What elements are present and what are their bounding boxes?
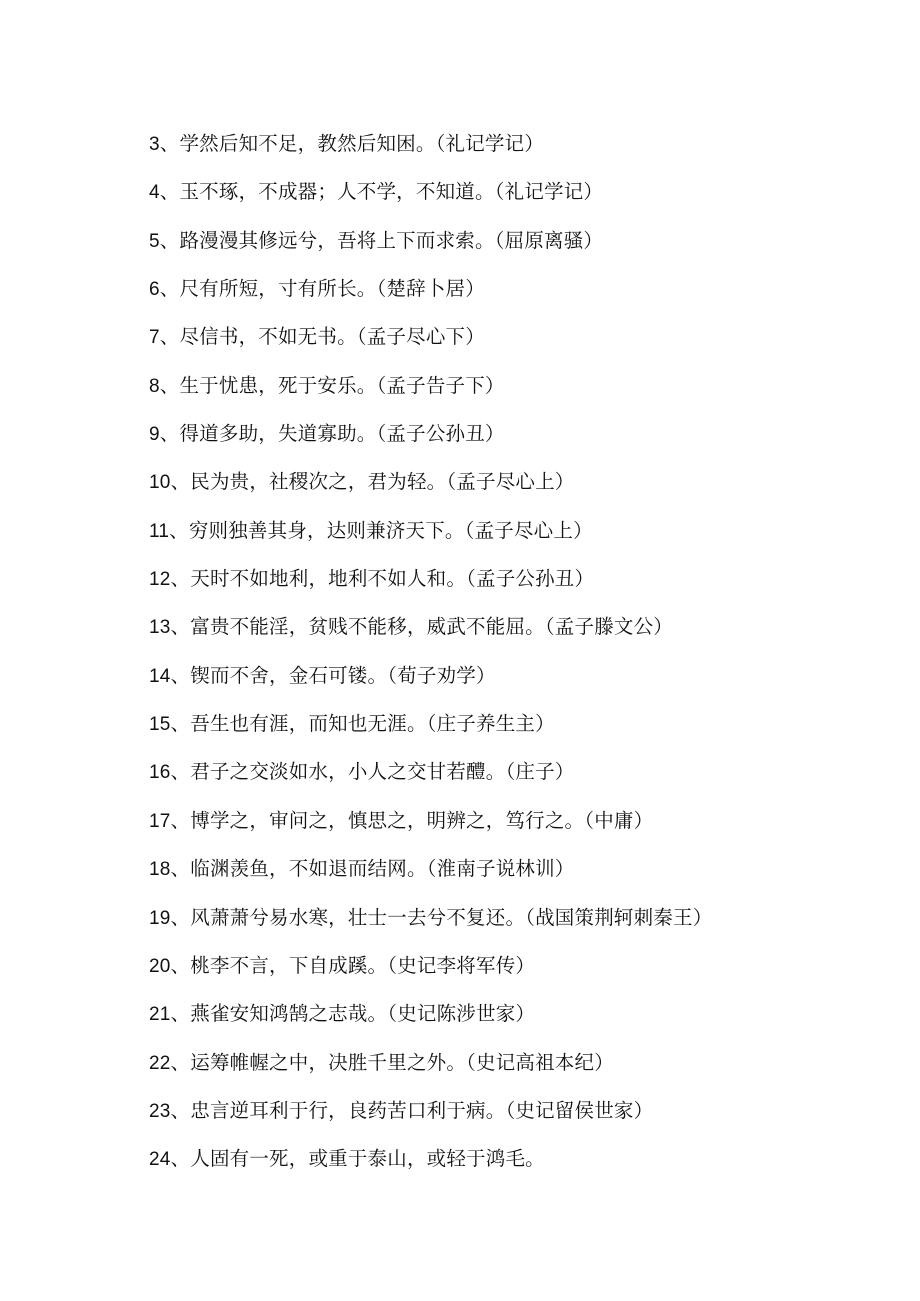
quote-line-15 bbox=[149, 706, 849, 754]
quote-text: 、学然后知不足，教然后知困。（礼记学记） bbox=[159, 132, 545, 155]
quote-number: 14 bbox=[149, 665, 171, 687]
quote-text: 、得道多助，失道寡助。（孟子公孙丑） bbox=[159, 422, 505, 446]
quote-line-17 bbox=[149, 803, 849, 851]
quote-number: 18 bbox=[149, 859, 171, 881]
quote-line-13 bbox=[149, 609, 849, 657]
quote-text: 、君子之交淡如水，小人之交甘若醴。（庄子） bbox=[170, 760, 575, 784]
quote-number: 19 bbox=[149, 907, 171, 929]
quote-line-14 bbox=[149, 658, 849, 706]
quote-number: 11 bbox=[149, 520, 170, 542]
quote-text: 、锲而不舍，金石可镂。（荀子劝学） bbox=[170, 663, 496, 687]
quote-line-11 bbox=[149, 513, 849, 561]
quote-line-19 bbox=[149, 900, 849, 948]
quote-number: 10 bbox=[149, 472, 171, 494]
quote-text: 、富贵不能淫，贫贱不能移，威武不能屈。（孟子滕文公） bbox=[170, 615, 673, 639]
quote-text: 、尺有所短，寸有所长。（楚辞卜居） bbox=[159, 277, 485, 301]
quote-text: 、天时不如地利，地利不如人和。（孟子公孙丑） bbox=[170, 567, 595, 591]
quote-number: 5 bbox=[149, 230, 160, 252]
quote-number: 23 bbox=[149, 1100, 171, 1122]
quote-number: 20 bbox=[149, 955, 171, 977]
quote-text: 、穷则独善其身，达则兼济天下。（孟子尽心上） bbox=[169, 518, 593, 542]
quote-line-10 bbox=[149, 464, 849, 512]
quote-number: 16 bbox=[149, 762, 171, 784]
quote-number: 24 bbox=[149, 1149, 171, 1171]
quote-line-22 bbox=[149, 1045, 849, 1093]
quote-number: 12 bbox=[149, 569, 171, 591]
quote-text: 、燕雀安知鸿鹄之志哉。（史记陈涉世家） bbox=[170, 1002, 536, 1026]
quote-line-18 bbox=[149, 851, 849, 899]
quote-text: 、忠言逆耳利于行，良药苦口利于病。（史记留侯世家） bbox=[170, 1098, 654, 1122]
quote-line-16 bbox=[149, 754, 849, 802]
quote-text: 、风萧萧兮易水寒，壮士一去兮不复还。（战国策荆轲刺秦王） bbox=[170, 905, 713, 929]
quote-number: 15 bbox=[149, 714, 171, 736]
quote-number: 13 bbox=[149, 617, 171, 639]
quote-text: 、生于忧患，死于安乐。（孟子告子下） bbox=[159, 373, 505, 397]
quote-line-4 bbox=[149, 174, 849, 222]
quote-line-9 bbox=[149, 416, 849, 464]
quote-text: 、路漫漫其修远兮，吾将上下而求索。（屈原离骚） bbox=[159, 228, 604, 252]
quote-number: 9 bbox=[149, 424, 160, 446]
quote-number: 7 bbox=[149, 327, 160, 349]
quote-line-12 bbox=[149, 561, 849, 609]
quote-number: 6 bbox=[149, 279, 160, 301]
quote-number: 3 bbox=[149, 134, 160, 155]
quote-text: 、尽信书，不如无书。（孟子尽心下） bbox=[159, 325, 485, 349]
quote-line-21 bbox=[149, 996, 849, 1044]
quote-line-23 bbox=[149, 1093, 849, 1141]
quote-number: 21 bbox=[149, 1004, 171, 1026]
quote-line-24 bbox=[149, 1141, 849, 1189]
quote-number: 17 bbox=[149, 810, 171, 832]
quote-text: 、吾生也有涯，而知也无涯。（庄子养生主） bbox=[170, 712, 555, 736]
quote-line-5 bbox=[149, 223, 849, 271]
quote-line-6 bbox=[149, 271, 849, 319]
quote-number: 4 bbox=[149, 182, 160, 204]
quote-line-3 bbox=[149, 126, 849, 174]
quote-line-20 bbox=[149, 948, 849, 996]
quote-text: 、民为贵，社稷次之，君为轻。（孟子尽心上） bbox=[170, 470, 575, 494]
quote-text: 、人固有一死，或重于泰山，或轻于鸿毛。 bbox=[170, 1147, 545, 1171]
quote-text: 、临渊羡鱼，不如退而结网。（淮南子说林训） bbox=[170, 857, 575, 881]
quote-text: 、玉不琢，不成器；人不学，不知道。（礼记学记） bbox=[159, 180, 604, 204]
quote-line-8 bbox=[149, 368, 849, 416]
quote-text: 、博学之，审问之，慎思之，明辨之，笃行之。（中庸） bbox=[170, 808, 654, 832]
quote-number: 22 bbox=[149, 1052, 171, 1074]
quote-line-7 bbox=[149, 319, 849, 367]
quote-list bbox=[149, 126, 849, 1190]
quote-number: 8 bbox=[149, 375, 160, 397]
quote-text: 、运筹帷幄之中，决胜千里之外。（史记高祖本纪） bbox=[170, 1050, 614, 1074]
quote-text: 、桃李不言，下自成蹊。（史记李将军传） bbox=[170, 953, 536, 977]
